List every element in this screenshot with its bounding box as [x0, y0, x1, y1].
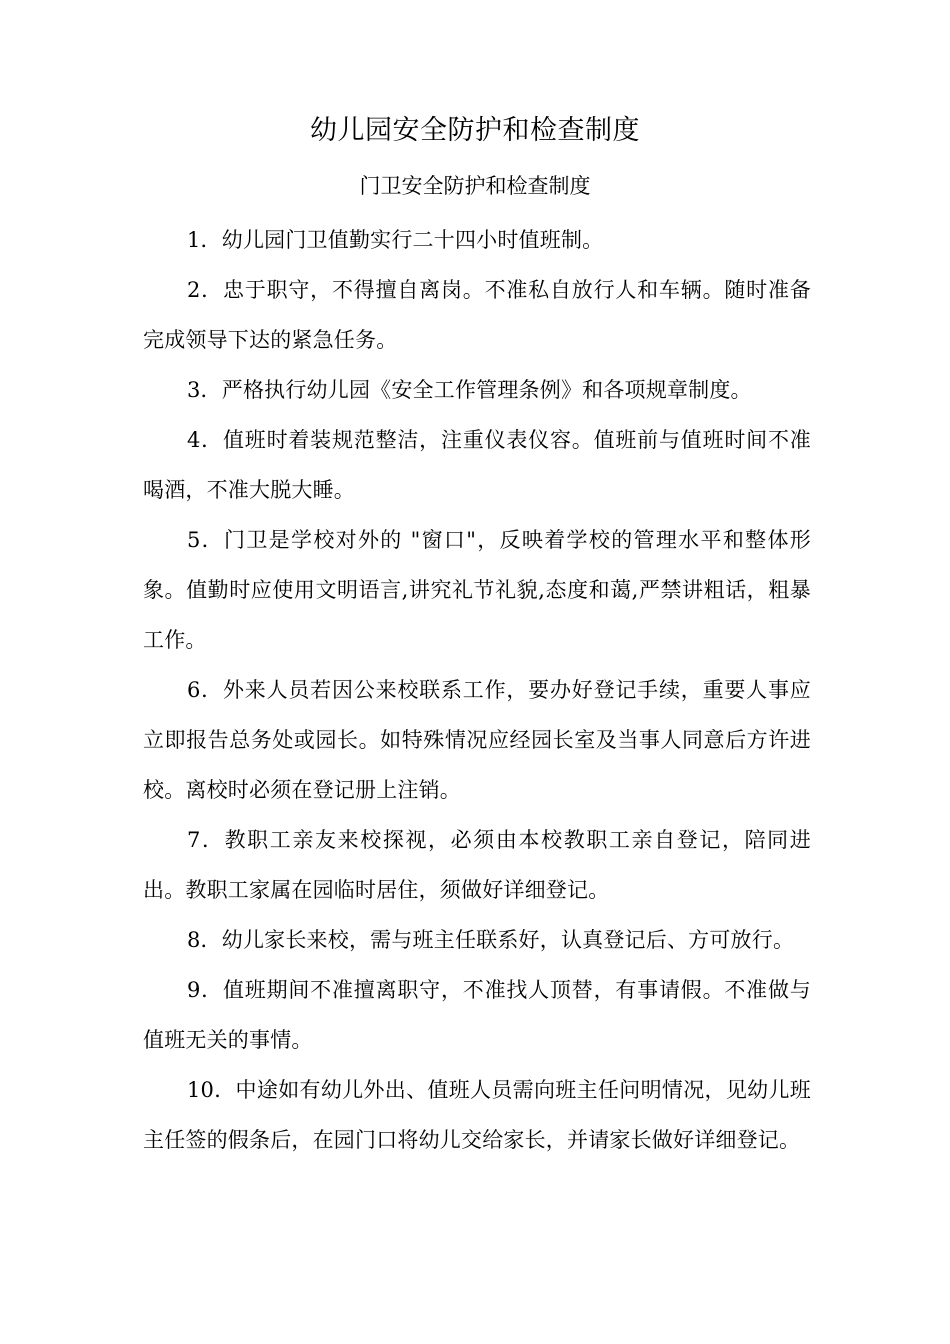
paragraph-8: 8．幼儿家长来校，需与班主任联系好，认真登记后、方可放行。 — [187, 928, 795, 952]
paragraph-1: 1．幼儿园门卫值勤实行二十四小时值班制。 — [187, 228, 604, 252]
paragraph-7: 7．教职工亲友来校探视，必须由本校教职工亲自登记，陪同进出。教职工家属在园临时居住，须做好详细登记。 — [143, 828, 811, 902]
paragraph-5: 5．门卫是学校对外的 "窗口"，反映着学校的管理水平和整体形象。值勤时应使用文明语言,讲究礼节礼貌,态度和蔼,严禁讲粗话，粗暴工作。 — [143, 528, 811, 652]
document-subtitle: 门卫安全防护和检查制度 — [359, 174, 591, 198]
paragraph-2: 2．忠于职守，不得擅自离岗。不准私自放行人和车辆。随时准备完成领导下达的紧急任务。 — [143, 278, 811, 352]
paragraph-4: 4．值班时着装规范整洁，注重仪表仪容。值班前与值班时间不准喝酒，不准大脱大睡。 — [143, 428, 811, 502]
document-title: 幼儿园安全防护和检查制度 — [310, 115, 640, 146]
document-body — [143, 215, 811, 1165]
paragraph-3: 3．严格执行幼儿园《安全工作管理条例》和各项规章制度。 — [187, 378, 752, 402]
paragraph-10: 10．中途如有幼儿外出、值班人员需向班主任问明情况，见幼儿班主任签的假条后，在园门口将幼儿交给家长，并请家长做好详细登记。 — [143, 1078, 811, 1152]
paragraph-9: 9．值班期间不准擅离职守，不准找人顶替，有事请假。不准做与值班无关的事情。 — [143, 978, 811, 1052]
paragraph-6: 6．外来人员若因公来校联系工作，要办好登记手续，重要人事应立即报告总务处或园长。如特殊情况应经园长室及当事人同意后方许进校。离校时必须在登记册上注销。 — [143, 678, 811, 802]
